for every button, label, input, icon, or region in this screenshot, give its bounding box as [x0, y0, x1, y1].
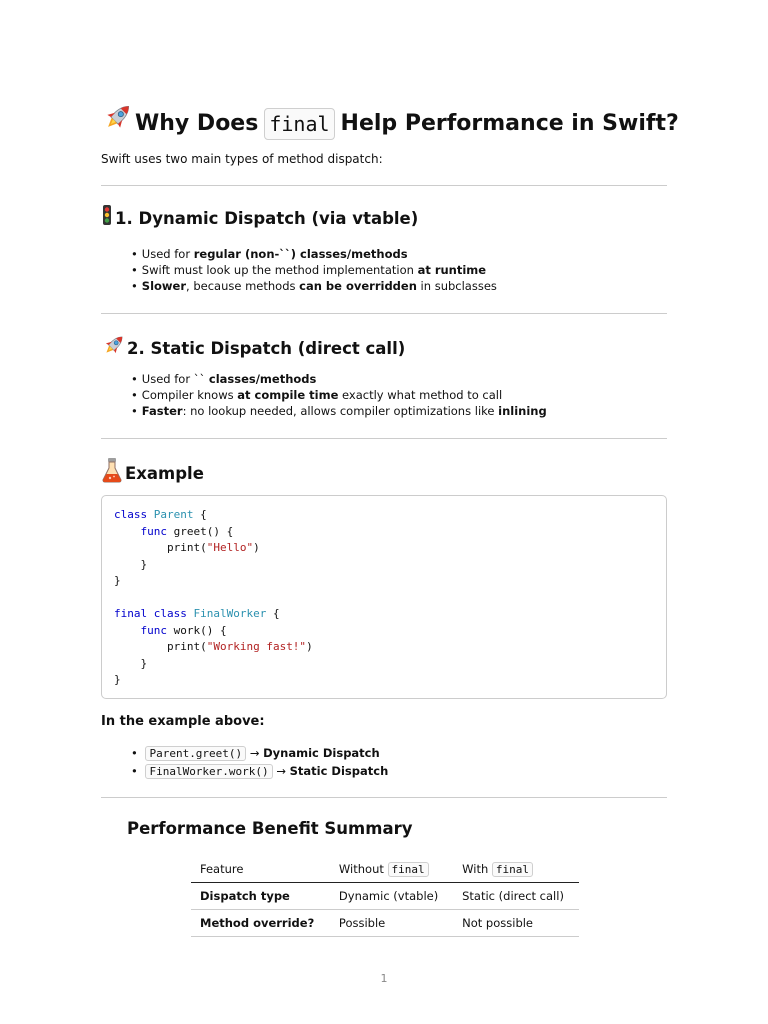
page-title	[101, 100, 679, 148]
inline-code: Parent.greet()	[145, 746, 246, 761]
rocket-icon	[101, 100, 135, 148]
list-item: • Used for `` classes/methods	[131, 371, 547, 387]
code-line: class Parent {	[114, 508, 207, 521]
code-line: }	[114, 574, 121, 587]
list-item: • Slower, because methods can be overridden in subclasses	[131, 278, 497, 294]
dynamic-bullet-list	[131, 246, 497, 294]
static-bullet-list	[131, 371, 547, 419]
title-code-final: final	[264, 108, 334, 140]
divider	[101, 438, 667, 439]
summary-table	[191, 855, 579, 937]
inline-code: FinalWorker.work()	[145, 764, 272, 779]
summary-heading: Performance Benefit Summary	[127, 819, 413, 838]
rocket-icon	[101, 332, 127, 365]
code-line: }	[114, 557, 148, 571]
traffic-light-icon	[101, 204, 113, 233]
intro-text: Swift uses two main types of method dispatch:	[101, 152, 383, 166]
test-tube-icon	[101, 457, 123, 490]
table-cell: Dynamic (vtable)	[330, 883, 453, 910]
table-cell: Static (direct call)	[453, 883, 579, 910]
list-item: • Used for regular (non-``) classes/methods	[131, 246, 497, 262]
section-heading-example	[101, 457, 204, 490]
section-heading-dynamic	[101, 204, 418, 233]
list-item: • Compiler knows at compile time exactly what method to call	[131, 387, 547, 403]
table-row	[191, 910, 579, 937]
table-header-row	[191, 855, 579, 883]
code-block	[101, 495, 667, 699]
page-number: 1	[380, 972, 388, 985]
section-heading-static-text: 2. Static Dispatch (direct call)	[127, 338, 406, 358]
table-row	[191, 883, 579, 910]
list-item: • Parent.greet() → Dynamic Dispatch	[131, 744, 388, 762]
table-cell: Not possible	[453, 910, 579, 937]
table-cell: Dispatch type	[191, 883, 330, 910]
table-cell: Method override?	[191, 910, 330, 937]
code-line: print("Working fast!")	[114, 640, 313, 653]
list-item: • Faster: no lookup needed, allows compiler optimizations like inlining	[131, 403, 547, 419]
code-line: }	[114, 673, 121, 686]
code-line: func work() {	[140, 623, 227, 637]
section-heading-dynamic-text: 1. Dynamic Dispatch (via vtable)	[115, 208, 419, 228]
list-item: • FinalWorker.work() → Static Dispatch	[131, 762, 388, 780]
column-header: With final	[453, 855, 579, 883]
code-line: final class FinalWorker {	[114, 607, 280, 620]
divider	[101, 797, 667, 798]
section-heading-example-text: Example	[125, 463, 204, 483]
example-note: In the example above:	[101, 714, 265, 729]
section-heading-static	[101, 332, 405, 365]
divider	[101, 185, 667, 186]
table-cell: Possible	[330, 910, 453, 937]
title-text-start: Why Does	[135, 111, 259, 136]
code-line: }	[114, 656, 148, 670]
column-header: Feature	[191, 855, 330, 883]
divider	[101, 313, 667, 314]
code-line: print("Hello")	[114, 541, 260, 554]
list-item: • Swift must look up the method implementation at runtime	[131, 262, 497, 278]
example-results-list	[131, 744, 388, 780]
code-line: func greet() {	[140, 524, 234, 538]
title-text-end: Help Performance in Swift?	[340, 111, 679, 136]
column-header: Without final	[330, 855, 453, 883]
